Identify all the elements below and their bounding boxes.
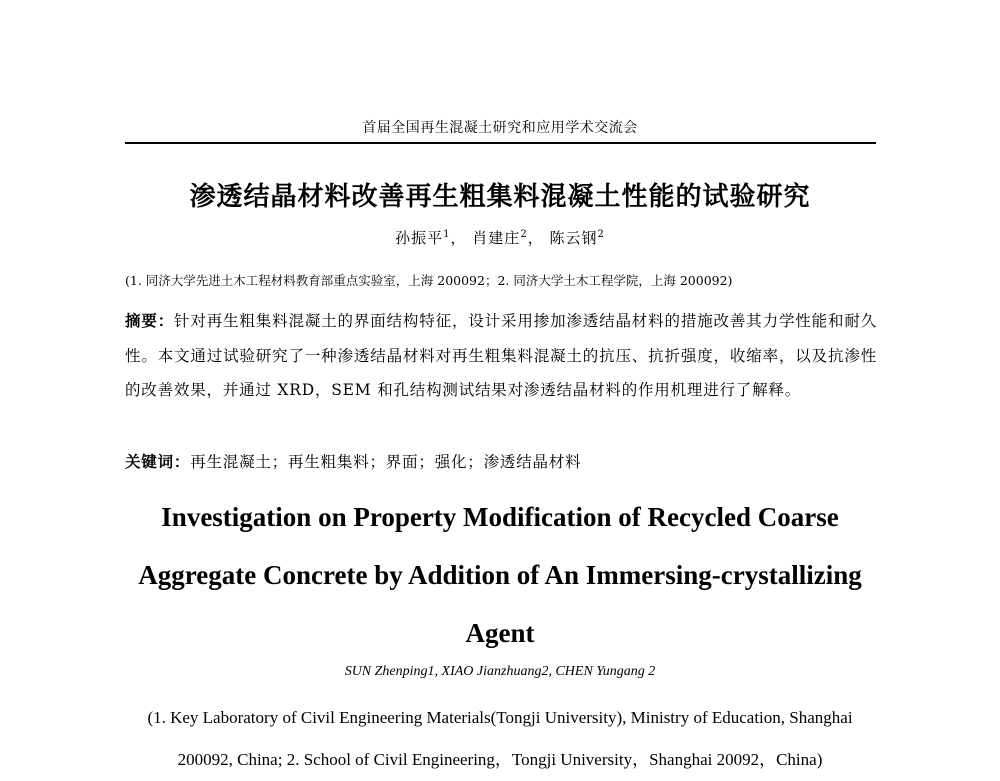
english-title [0, 488, 1000, 662]
chinese-abstract [125, 304, 877, 408]
english-title-line: Agent [465, 618, 535, 648]
chinese-authors [0, 227, 1000, 248]
english-affiliation-line: (1. Key Laboratory of Civil Engineering Materials(Tongji University), Ministry of Education, Shanghai [147, 708, 853, 727]
english-title-line: Aggregate Concrete by Addition of An Immersing-crystallizing [138, 560, 862, 590]
chinese-title: 渗透结晶材料改善再生粗集料混凝土性能的试验研究 [189, 182, 811, 212]
english-authors: SUN Zhenping1, XIAO Jianzhuang2, CHEN Yungang 2 [344, 664, 656, 679]
english-affiliation [0, 697, 1000, 781]
author-3: 陈云钢$^2$ [549, 229, 605, 247]
chinese-affiliation: (1. 同济大学先进土木工程材料教育部重点实验室，上海 200092；2. 同济大学土木工程学院，上海 200092) [125, 273, 733, 288]
running-header: 首届全国再生混凝土研究和应用学术交流会 [362, 120, 638, 136]
english-title-line: Investigation on Property Modification of Recycled Coarse [161, 502, 839, 532]
chinese-keywords [125, 450, 877, 472]
author-2: 肖建庄$^2$， [472, 229, 544, 247]
header-rule [125, 142, 876, 144]
author-1: 孙振平$^1$， [395, 229, 467, 247]
abstract-label: 摘要： [125, 311, 175, 330]
keywords-label: 关键词： [125, 452, 191, 471]
abstract-text: 针对再生粗集料混凝土的界面结构特征，设计采用掺加渗透结晶材料的措施改善其力学性能和耐久性。本文通过试验研究了一种渗透结晶材料对再生粗集料混凝土的抗压、抗折强度，收缩率，以及抗渗性的改善效果，并通过 XRD，SEM 和孔结构测试结果对渗透结晶材料的作用机理进行了解释。 [125, 312, 877, 399]
keywords-text: 再生混凝土；再生粗集料；界面；强化；渗透结晶材料 [190, 453, 582, 471]
english-affiliation-line: 200092, China; 2. School of Civil Engineering，Tongji University，Shanghai 20092，China) [177, 750, 823, 769]
